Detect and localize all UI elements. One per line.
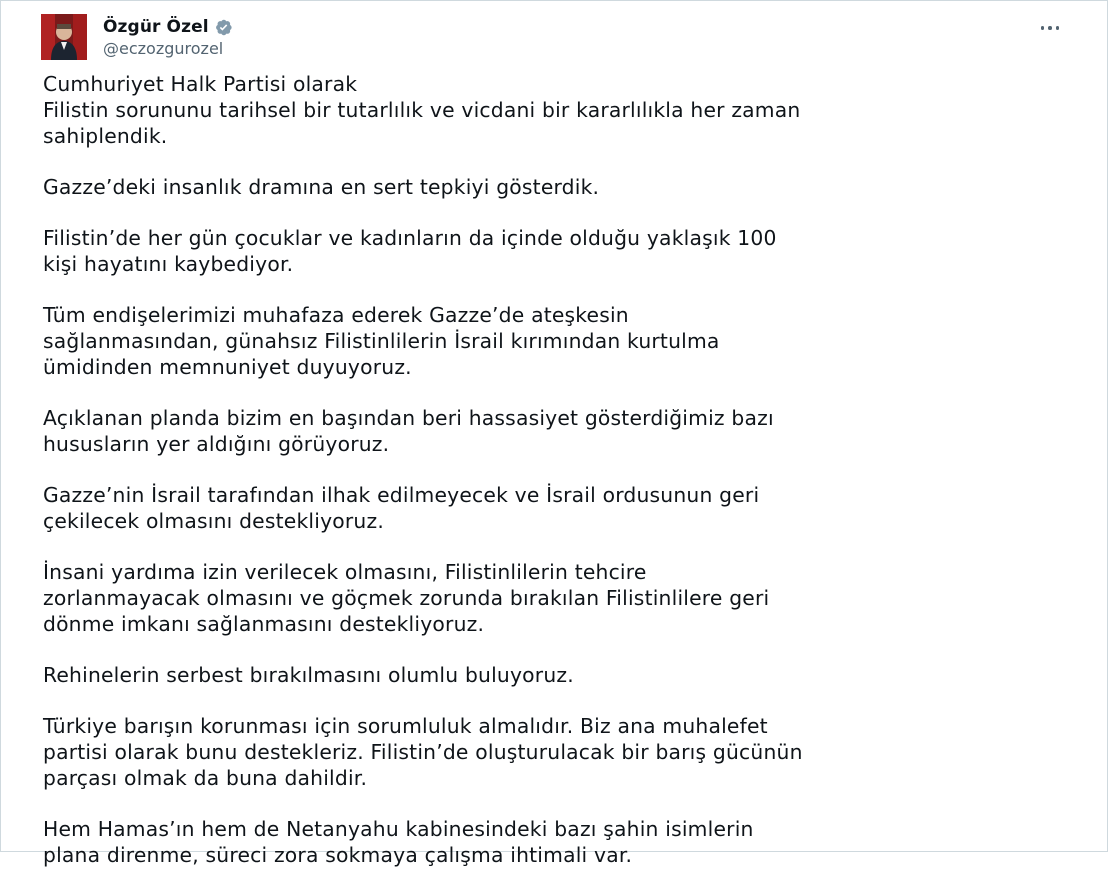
tweet-paragraph [43,662,1093,688]
tweet-text-line: Türkiye barışın korunması için sorumluluk almalıdır. Biz ana muhalefet [43,714,768,738]
tweet-paragraph [43,174,1093,200]
tweet-text-line: Cumhuriyet Halk Partisi olarak [43,72,358,96]
tweet-text-line: Filistin sorununu tarihsel bir tutarlılık ve vicdani bir kararlılıkla her zaman [43,98,801,122]
tweet-text-line: kişi hayatını kaybediyor. [43,252,294,276]
tweet-header [41,14,1071,62]
avatar-image [41,14,87,60]
author-name-row [103,16,233,38]
tweet-paragraph [43,559,1093,637]
tweet-text-line: parçası olmak da buna dahildir. [43,766,368,790]
tweet-text-line: partisi olarak bunu destekleriz. Filistin’de oluşturulacak bir barış gücünün [43,740,803,764]
tweet-text-line: Hem Hamas’ın hem de Netanyahu kabinesindeki bazı şahin isimlerin [43,817,754,841]
tweet-paragraph [43,302,1093,380]
tweet-text-line: Gazze’deki insanlık dramına en sert tepkiyi gösterdik. [43,175,600,199]
tweet-text-line: dönme imkanı sağlanmasını destekliyoruz. [43,612,485,636]
tweet-paragraph [43,225,1093,277]
more-options-icon[interactable] [1035,18,1065,38]
tweet-text-line: plana direnme, süreci zora sokmaya çalışma ihtimali var. [43,843,633,867]
author-handle[interactable]: @eczozgurozel [103,39,224,58]
tweet-text-line: sahiplendik. [43,124,168,148]
tweet-paragraph [43,71,1093,149]
tweet-body [43,71,1093,893]
tweet-text-line: Açıklanan planda bizim en başından beri hassasiyet gösterdiğimiz bazı [43,406,774,430]
tweet-text-line: ümidinden memnuniyet duyuyoruz. [43,355,412,379]
tweet-text-line: İnsani yardıma izin verilecek olmasını, Filistinlilerin tehcire [43,560,647,584]
tweet-text-line: Gazze’nin İsrail tarafından ilhak edilmeyecek ve İsrail ordusunun geri [43,483,760,507]
tweet-text-line: Tüm endişelerimizi muhafaza ederek Gazze’de ateşkesin [43,303,629,327]
tweet-text-line: çekilecek olmasını destekliyoruz. [43,509,384,533]
tweet-text-line: zorlanmayacak olmasını ve göçmek zorunda bırakılan Filistinlilere geri [43,586,770,610]
tweet-text-line: sağlanmasından, günahsız Filistinlilerin İsrail kırımından kurtulma [43,329,720,353]
tweet-text-line: Rehinelerin serbest bırakılmasını olumlu buluyoruz. [43,663,574,687]
tweet-paragraph [43,482,1093,534]
tweet-text-line: hususların yer aldığını görüyoruz. [43,432,390,456]
tweet-text-line: Filistin’de her gün çocuklar ve kadınların da içinde olduğu yaklaşık 100 [43,226,777,250]
tweet-paragraph [43,816,1093,868]
tweet-paragraph [43,713,1093,791]
tweet-paragraph [43,405,1093,457]
verified-badge-icon[interactable] [214,18,233,37]
profile-avatar[interactable] [41,14,87,60]
author-display-name[interactable]: Özgür Özel [103,17,209,37]
